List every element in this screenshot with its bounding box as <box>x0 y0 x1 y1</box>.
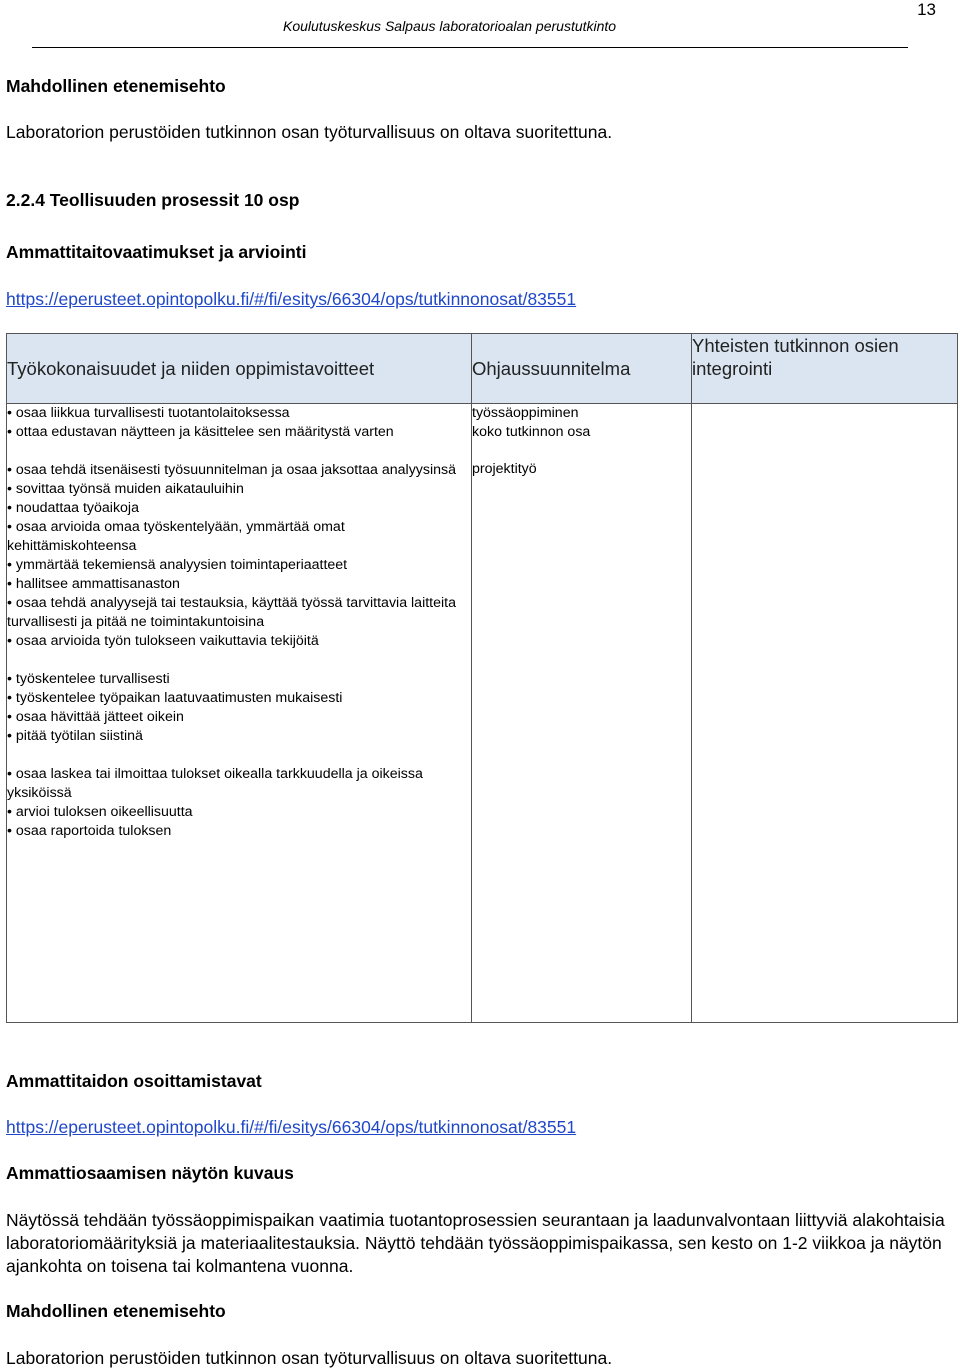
plan-item: koko tutkinnon osa <box>472 424 591 440</box>
list-item: • työskentelee työpaikan laatuvaatimusten mukaisesti <box>7 689 471 708</box>
list-item: • osaa raportoida tuloksen <box>7 822 471 841</box>
header-integration: Yhteisten tutkinnon osien integrointi <box>692 334 958 404</box>
table-header-row <box>7 334 958 404</box>
list-item: • ottaa edustavan näytteen ja käsittelee sen määritystä varten <box>7 423 471 442</box>
goal-group-3 <box>7 670 471 746</box>
header-divider <box>32 47 908 48</box>
list-item: • osaa liikkua turvallisesti tuotantolaitoksessa <box>7 404 471 423</box>
progression-text: Laboratorion perustöiden tutkinnon osan työturvallisuus on oltava suoritettuna. <box>6 122 613 142</box>
header-plan: Ohjaussuunnitelma <box>472 334 692 404</box>
section-heading-demonstration: Ammattitaidon osoittamistavat <box>6 1071 262 1091</box>
list-item: • hallitsee ammattisanaston <box>7 575 471 594</box>
list-item: • osaa tehdä itsenäisesti työsuunnitelman ja osaa jaksottaa analyysinsä <box>7 461 471 480</box>
list-item: • sovittaa työnsä muiden aikatauluihin <box>7 480 471 499</box>
list-item: • osaa arvioida omaa työskentelyään, ymmärtää omat kehittämiskohteensa <box>7 518 471 556</box>
goal-group-4 <box>7 765 471 841</box>
section-heading-progression: Mahdollinen etenemisehto <box>6 76 226 96</box>
demonstration-description: Näytössä tehdään työssäoppimispaikan vaatimia tuotantoprosessien seurantaan ja laadunvalvontaan liittyviä alakohtaisia laboratoriomäärityksiä ja materiaalitestauksia. Näyttö tehdään työssäoppimispaikassa, sen kesto on 1-2 viikkoa ja näytön ajankohta on toisena tai kolmantena vuonna. <box>6 1210 945 1276</box>
list-item: • työskentelee turvallisesti <box>7 670 471 689</box>
section-heading-progression-2: Mahdollinen etenemisehto <box>6 1301 226 1321</box>
plan-item: projektityö <box>472 461 537 477</box>
header-goals: Työkokonaisuudet ja niiden oppimistavoitteet <box>7 334 472 404</box>
goals-cell <box>7 404 472 1023</box>
plan-item: työssäoppiminen <box>472 405 579 421</box>
list-item: • pitää työtilan siistinä <box>7 727 471 746</box>
goal-group-1 <box>7 404 471 442</box>
document-header-title: Koulutuskeskus Salpaus laboratorioalan perustutkinto <box>283 18 617 34</box>
list-item: • ymmärtää tekemiensä analyysien toimintaperiaatteet <box>7 556 471 575</box>
list-item: • arvioi tuloksen oikeellisuutta <box>7 803 471 822</box>
page-number: 13 <box>917 0 936 19</box>
progression-text-2: Laboratorion perustöiden tutkinnon osan työturvallisuus on oltava suoritettuna. <box>6 1348 613 1368</box>
demonstration-link[interactable]: https://eperusteet.opintopolku.fi/#/fi/esitys/66304/ops/tutkinnonosat/83551 <box>6 1117 577 1137</box>
list-item: • osaa arvioida työn tulokseen vaikuttavia tekijöitä <box>7 632 471 651</box>
requirements-link[interactable]: https://eperusteet.opintopolku.fi/#/fi/esitys/66304/ops/tutkinnonosat/83551 <box>6 289 577 309</box>
integration-cell <box>692 404 958 1023</box>
table-body-row <box>7 404 958 1023</box>
list-item: • noudattaa työaikoja <box>7 499 471 518</box>
competence-table <box>6 333 958 1023</box>
module-title: 2.2.4 Teollisuuden prosessit 10 osp <box>6 190 300 210</box>
plan-cell <box>472 404 692 1023</box>
list-item: • osaa laskea tai ilmoittaa tulokset oikealla tarkkuudella ja oikeissa yksiköissä <box>7 765 471 803</box>
goal-group-2 <box>7 461 471 651</box>
list-item: • osaa hävittää jätteet oikein <box>7 708 471 727</box>
section-heading-requirements: Ammattitaitovaatimukset ja arviointi <box>6 242 307 262</box>
section-heading-demonstration-description: Ammattiosaamisen näytön kuvaus <box>6 1163 294 1183</box>
list-item: • osaa tehdä analyysejä tai testauksia, käyttää työssä tarvittavia laitteita turvallisesti ja pitää ne toimintakuntoisina <box>7 594 471 632</box>
